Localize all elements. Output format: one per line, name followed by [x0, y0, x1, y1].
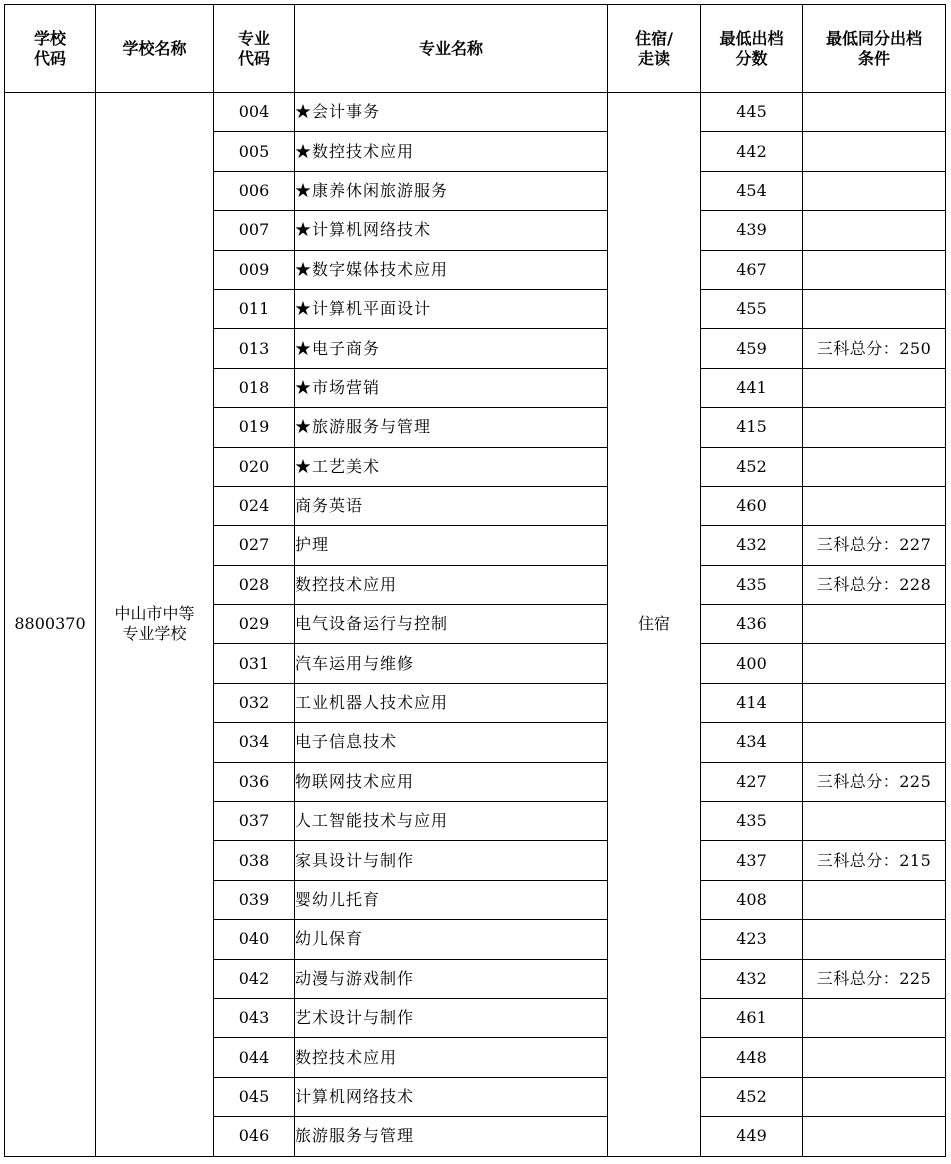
header-boarding-line2: 走读: [637, 48, 670, 68]
header-major-code: [214, 5, 295, 93]
major-code-cell: 020: [214, 447, 295, 486]
school-name-line: 中山市中等: [114, 604, 195, 624]
tie-condition-cell: [803, 171, 946, 210]
header-school-name-text: 学校名称: [122, 38, 187, 58]
major-name-cell: 数控技术应用: [295, 565, 608, 604]
header-major-name: [295, 5, 608, 93]
header-school-name: [96, 5, 214, 93]
header-school-code-line2: 代码: [33, 48, 66, 68]
tie-condition-cell: [803, 408, 946, 447]
major-code-cell: 039: [214, 880, 295, 919]
major-name-cell: 物联网技术应用: [295, 762, 608, 801]
major-name-cell: 工业机器人技术应用: [295, 683, 608, 722]
major-name-cell: ★计算机平面设计: [295, 289, 608, 328]
major-name-cell: ★计算机网络技术: [295, 211, 608, 250]
header-major-name-text: 专业名称: [418, 38, 483, 58]
major-name-cell: ★会计事务: [295, 93, 608, 132]
tie-condition-cell: 三科总分：227: [803, 526, 946, 565]
major-code-cell: 009: [214, 250, 295, 289]
major-name-cell: 汽车运用与维修: [295, 644, 608, 683]
major-name-cell: 艺术设计与制作: [295, 998, 608, 1037]
major-name-cell: ★市场营销: [295, 368, 608, 407]
header-min-score-line2: 分数: [735, 48, 768, 68]
major-code-cell: 013: [214, 329, 295, 368]
min-score-cell: 452: [701, 447, 803, 486]
major-name-cell: 幼儿保育: [295, 920, 608, 959]
major-code-cell: 006: [214, 171, 295, 210]
major-code-cell: 005: [214, 132, 295, 171]
major-code-cell: 038: [214, 841, 295, 880]
tie-condition-cell: [803, 250, 946, 289]
min-score-cell: 454: [701, 171, 803, 210]
tie-condition-cell: [803, 1038, 946, 1077]
major-code-cell: 018: [214, 368, 295, 407]
min-score-cell: 437: [701, 841, 803, 880]
tie-condition-cell: 三科总分：250: [803, 329, 946, 368]
major-code-cell: 043: [214, 998, 295, 1037]
header-major-code-line2: 代码: [237, 48, 270, 68]
header-min-score-line1: 最低出档: [719, 28, 784, 48]
tie-condition-cell: [803, 605, 946, 644]
major-code-cell: 036: [214, 762, 295, 801]
min-score-cell: 408: [701, 880, 803, 919]
min-score-cell: 460: [701, 486, 803, 525]
school-code-cell: 8800370: [5, 93, 96, 1157]
min-score-cell: 434: [701, 723, 803, 762]
min-score-cell: 442: [701, 132, 803, 171]
major-code-cell: 004: [214, 93, 295, 132]
major-name-cell: ★工艺美术: [295, 447, 608, 486]
major-name-cell: 电子信息技术: [295, 723, 608, 762]
tie-condition-cell: [803, 132, 946, 171]
header-major-code-line1: 专业: [237, 28, 270, 48]
min-score-cell: 432: [701, 526, 803, 565]
min-score-cell: 439: [701, 211, 803, 250]
min-score-cell: 449: [701, 1117, 803, 1156]
admission-table: [4, 4, 946, 1157]
min-score-cell: 427: [701, 762, 803, 801]
tie-condition-cell: 三科总分：225: [803, 959, 946, 998]
header-tie-condition-line2: 条件: [857, 48, 890, 68]
school-name-line: 专业学校: [122, 624, 187, 644]
tie-condition-cell: [803, 93, 946, 132]
major-code-cell: 028: [214, 565, 295, 604]
tie-condition-cell: [803, 1077, 946, 1116]
min-score-cell: 414: [701, 683, 803, 722]
table-body: [5, 93, 946, 1157]
major-name-cell: 动漫与游戏制作: [295, 959, 608, 998]
major-code-cell: 042: [214, 959, 295, 998]
min-score-cell: 435: [701, 802, 803, 841]
tie-condition-cell: [803, 644, 946, 683]
major-name-cell: 家具设计与制作: [295, 841, 608, 880]
major-name-cell: 人工智能技术与应用: [295, 802, 608, 841]
major-name-cell: 计算机网络技术: [295, 1077, 608, 1116]
major-code-cell: 027: [214, 526, 295, 565]
min-score-cell: 436: [701, 605, 803, 644]
major-code-cell: 011: [214, 289, 295, 328]
tie-condition-cell: [803, 1117, 946, 1156]
major-name-cell: 电气设备运行与控制: [295, 605, 608, 644]
tie-condition-cell: [803, 723, 946, 762]
min-score-cell: 445: [701, 93, 803, 132]
major-code-cell: 034: [214, 723, 295, 762]
tie-condition-cell: [803, 880, 946, 919]
header-row: [5, 5, 946, 93]
major-name-cell: ★数控技术应用: [295, 132, 608, 171]
tie-condition-cell: [803, 683, 946, 722]
major-code-cell: 045: [214, 1077, 295, 1116]
major-name-cell: ★康养休闲旅游服务: [295, 171, 608, 210]
min-score-cell: 435: [701, 565, 803, 604]
tie-condition-cell: [803, 289, 946, 328]
tie-condition-cell: [803, 920, 946, 959]
tie-condition-cell: [803, 998, 946, 1037]
tie-condition-cell: [803, 486, 946, 525]
major-name-cell: ★电子商务: [295, 329, 608, 368]
table-row: [5, 93, 946, 132]
min-score-cell: 459: [701, 329, 803, 368]
major-code-cell: 040: [214, 920, 295, 959]
min-score-cell: 441: [701, 368, 803, 407]
header-school-code: [5, 5, 96, 93]
tie-condition-cell: [803, 447, 946, 486]
header-min-score: [701, 5, 803, 93]
major-code-cell: 029: [214, 605, 295, 644]
major-code-cell: 037: [214, 802, 295, 841]
major-code-cell: 046: [214, 1117, 295, 1156]
min-score-cell: 423: [701, 920, 803, 959]
major-code-cell: 019: [214, 408, 295, 447]
major-name-cell: 婴幼儿托育: [295, 880, 608, 919]
header-boarding: [608, 5, 701, 93]
major-name-cell: ★数字媒体技术应用: [295, 250, 608, 289]
header-school-code-line1: 学校: [33, 28, 66, 48]
tie-condition-cell: 三科总分：215: [803, 841, 946, 880]
major-code-cell: 007: [214, 211, 295, 250]
header-tie-condition: [803, 5, 946, 93]
major-code-cell: 032: [214, 683, 295, 722]
major-name-cell: 旅游服务与管理: [295, 1117, 608, 1156]
min-score-cell: 415: [701, 408, 803, 447]
major-name-cell: 商务英语: [295, 486, 608, 525]
tie-condition-cell: [803, 368, 946, 407]
major-code-cell: 044: [214, 1038, 295, 1077]
min-score-cell: 448: [701, 1038, 803, 1077]
min-score-cell: 432: [701, 959, 803, 998]
header-boarding-line1: 住宿/: [635, 28, 673, 48]
major-name-cell: 数控技术应用: [295, 1038, 608, 1077]
major-code-cell: 031: [214, 644, 295, 683]
header-tie-condition-line1: 最低同分出档: [825, 28, 922, 48]
major-code-cell: 024: [214, 486, 295, 525]
min-score-cell: 461: [701, 998, 803, 1037]
tie-condition-cell: 三科总分：225: [803, 762, 946, 801]
min-score-cell: 467: [701, 250, 803, 289]
major-name-cell: 护理: [295, 526, 608, 565]
major-name-cell: ★旅游服务与管理: [295, 408, 608, 447]
min-score-cell: 455: [701, 289, 803, 328]
tie-condition-cell: [803, 802, 946, 841]
tie-condition-cell: 三科总分：228: [803, 565, 946, 604]
boarding-cell: 住宿: [608, 93, 701, 1157]
min-score-cell: 400: [701, 644, 803, 683]
school-name-cell: [96, 93, 214, 1157]
table-header: [5, 5, 946, 93]
tie-condition-cell: [803, 211, 946, 250]
min-score-cell: 452: [701, 1077, 803, 1116]
